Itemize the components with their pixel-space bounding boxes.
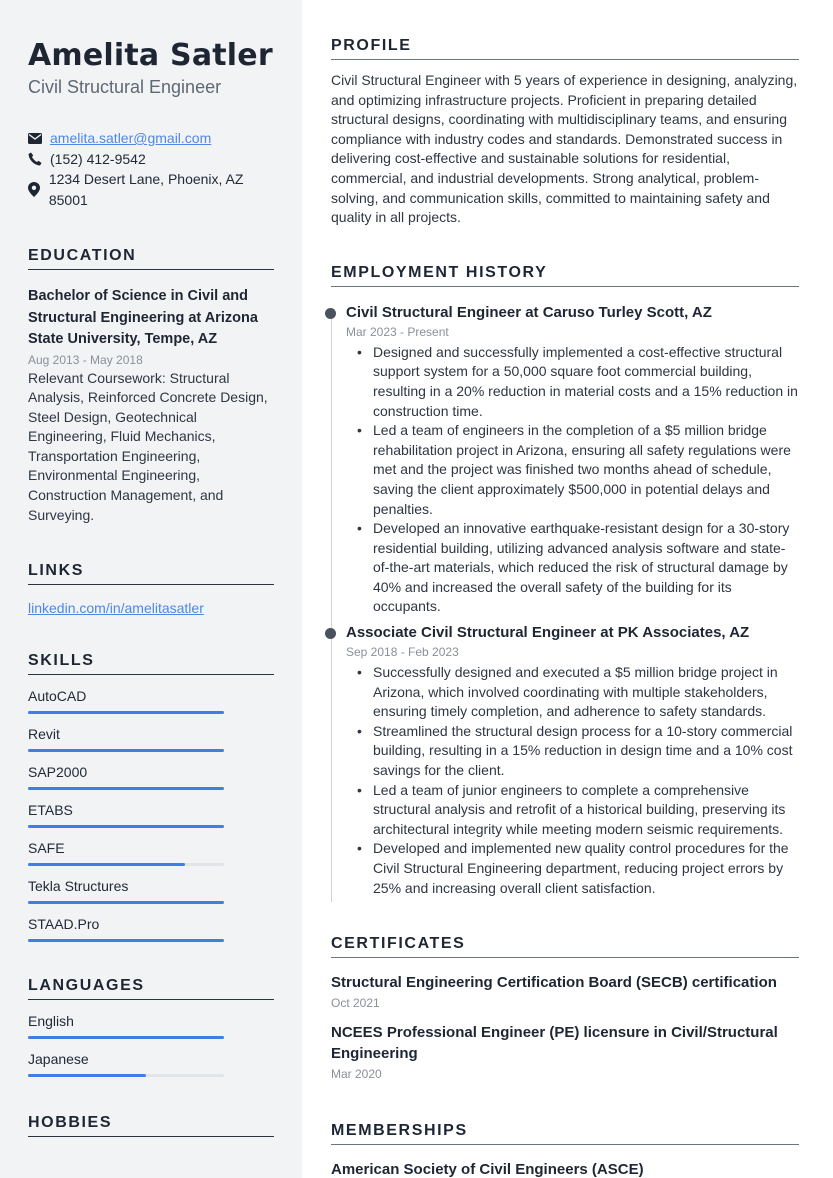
phone-text: (152) 412-9542 [50, 150, 146, 167]
language-level-track [28, 1074, 224, 1077]
skill-level-track [28, 711, 224, 714]
profile-text: Civil Structural Engineer with 5 years of experience in designing, analyzing, and optimizing infrastructure projects. Proficient in preparing detailed structural designs, coordinating with multidisciplinary teams, and ensuring compliance with industry codes and standards. Demonstrated success in delivering cost-effective and sustainable solutions for residential, commercial, and industrial developments. Strong analytical, problem-solving, and communication skills, committed to maintaining safety and quality in all projects. [331, 72, 798, 226]
job-bullets [346, 663, 799, 898]
skill-level-bar [28, 825, 224, 828]
job-title: Civil Structural Engineer at Caruso Turley Scott, AZ [346, 303, 712, 321]
hobbies-heading: HOBBIES [28, 1113, 274, 1137]
certificates-heading: CERTIFICATES [331, 934, 799, 958]
job-bullets [346, 343, 799, 617]
contact-phone [28, 149, 274, 170]
employment-timeline [331, 303, 799, 898]
job-bullet: • Developed and implemented new quality control procedures for the Civil Structural Engineering department, reducing project errors by 25% and increasing overall client satisfaction. [346, 839, 799, 898]
languages-section [28, 976, 274, 1080]
employment-heading: EMPLOYMENT HISTORY [331, 263, 799, 287]
job-bullet: • Designed and successfully implemented a cost-effective structural support system for a 50,000 square foot commercial building, resulting in a 20% reduction in material costs and a 15% reduction in construction time. [346, 343, 799, 421]
certificate-title: Structural Engineering Certification Board (SECB) certification [331, 974, 777, 992]
map-pin-icon [28, 180, 49, 200]
skill-item [28, 717, 274, 755]
language-item [28, 1004, 274, 1042]
education-coursework: Relevant Coursework: Structural Analysis, Reinforced Concrete Design, Steel Design, Geotechnical Engineering, Fluid Mechanics, Transportation Engineering, Environmental Engineering, Construction Management, and Surveying. [28, 369, 268, 523]
job-entry [346, 623, 799, 898]
email-link[interactable]: amelita.satler@gmail.com [50, 130, 212, 146]
job-bullet: • Developed an innovative earthquake-resistant design for a 30-story residential building, utilizing advanced analysis software and state-of-the-art materials, which reduced the risk of structural damage by 40% and increased the overall safety of the building for its occupants. [346, 519, 799, 617]
education-degree: Bachelor of Science in Civil and Structural Engineering at Arizona State University, Tempe, AZ [28, 288, 258, 347]
skill-level-bar [28, 863, 185, 866]
candidate-name: Amelita Satler [28, 38, 273, 73]
links-heading: LINKS [28, 561, 274, 585]
timeline-dot [325, 628, 336, 639]
skill-level-bar [28, 901, 224, 904]
certificate-item [331, 1022, 799, 1083]
skill-level-bar [28, 787, 224, 790]
skill-level-track [28, 939, 224, 942]
education-dates: Aug 2013 - May 2018 [28, 352, 143, 367]
job-dates: Sep 2018 - Feb 2023 [346, 645, 459, 660]
links-section [28, 561, 274, 618]
language-name: Japanese [28, 1051, 89, 1068]
profile-heading: PROFILE [331, 36, 799, 60]
hobbies-section [28, 1113, 274, 1137]
address-text: 1234 Desert Lane, Phoenix, AZ 85001 [48, 171, 244, 208]
job-title: Associate Civil Structural Engineer at PK Associates, AZ [346, 624, 750, 642]
certificate-item [331, 972, 799, 1012]
candidate-title: Civil Structural Engineer [28, 77, 222, 97]
skill-name: AutoCAD [28, 688, 87, 705]
envelope-icon [28, 128, 50, 148]
job-bullet: • Successfully designed and executed a $5 million bridge project in Arizona, which involved coordinating with multiple stakeholders, ensuring timely completion, and adherence to safety standards. [346, 663, 799, 722]
skill-name: SAP2000 [28, 764, 88, 781]
skill-item [28, 907, 274, 945]
skills-heading: SKILLS [28, 651, 274, 675]
membership-item: American Society of Civil Engineers (ASCE) [331, 1160, 644, 1178]
timeline-line [331, 311, 332, 902]
skill-name: ETABS [28, 802, 73, 819]
certificate-date: Mar 2020 [331, 1066, 382, 1081]
skill-level-track [28, 901, 224, 904]
skill-name: SAFE [28, 840, 65, 857]
language-level-bar [28, 1036, 224, 1039]
certificate-date: Oct 2021 [331, 995, 380, 1010]
job-dates: Mar 2023 - Present [346, 324, 449, 339]
contact-address [28, 169, 274, 210]
language-item [28, 1042, 274, 1080]
skill-item [28, 831, 274, 869]
skill-name: Revit [28, 726, 60, 743]
skill-item [28, 793, 274, 831]
skills-section [28, 651, 274, 945]
phone-icon [28, 149, 50, 169]
skill-level-bar [28, 711, 224, 714]
skill-name: STAAD.Pro [28, 916, 100, 933]
skill-level-track [28, 863, 224, 866]
skill-level-bar [28, 939, 224, 942]
education-section [28, 246, 274, 525]
main-content [302, 0, 833, 1178]
contact-list [28, 128, 274, 210]
memberships-section [331, 1121, 799, 1178]
job-bullet: • Led a team of junior engineers to complete a comprehensive structural analysis and retrofit of a historical building, preserving its architectural integrity while meeting modern seismic requirements. [346, 781, 799, 840]
skill-item [28, 679, 274, 717]
sidebar [0, 0, 302, 1178]
contact-email [28, 128, 274, 149]
job-bullet: • Streamlined the structural design process for a 10-story commercial building, resulting in a 15% reduction in design time and a 10% cost savings for the client. [346, 722, 799, 781]
language-level-track [28, 1036, 224, 1039]
skill-name: Tekla Structures [28, 878, 129, 895]
language-level-bar [28, 1074, 146, 1077]
timeline-dot [325, 308, 336, 319]
employment-section [331, 263, 799, 898]
job-entry [346, 303, 799, 617]
skill-item [28, 869, 274, 907]
memberships-heading: MEMBERSHIPS [331, 1121, 799, 1145]
certificates-section [331, 934, 799, 1083]
skill-level-track [28, 749, 224, 752]
job-bullet: • Led a team of engineers in the completion of a $5 million bridge rehabilitation project in Arizona, ensuring all safety regulations were met and the project was finished two months ahead of schedule, saving the client approximately $500,000 in potential delays and penalties. [346, 421, 799, 519]
education-heading: EDUCATION [28, 246, 274, 270]
languages-heading: LANGUAGES [28, 976, 274, 1000]
language-name: English [28, 1013, 74, 1030]
profile-section [331, 36, 799, 228]
certificate-title: NCEES Professional Engineer (PE) licensure in Civil/Structural Engineering [331, 1023, 778, 1063]
skill-item [28, 755, 274, 793]
skill-level-track [28, 825, 224, 828]
skill-level-track [28, 787, 224, 790]
linkedin-link[interactable]: linkedin.com/in/amelitasatler [28, 600, 204, 617]
skill-level-bar [28, 749, 224, 752]
